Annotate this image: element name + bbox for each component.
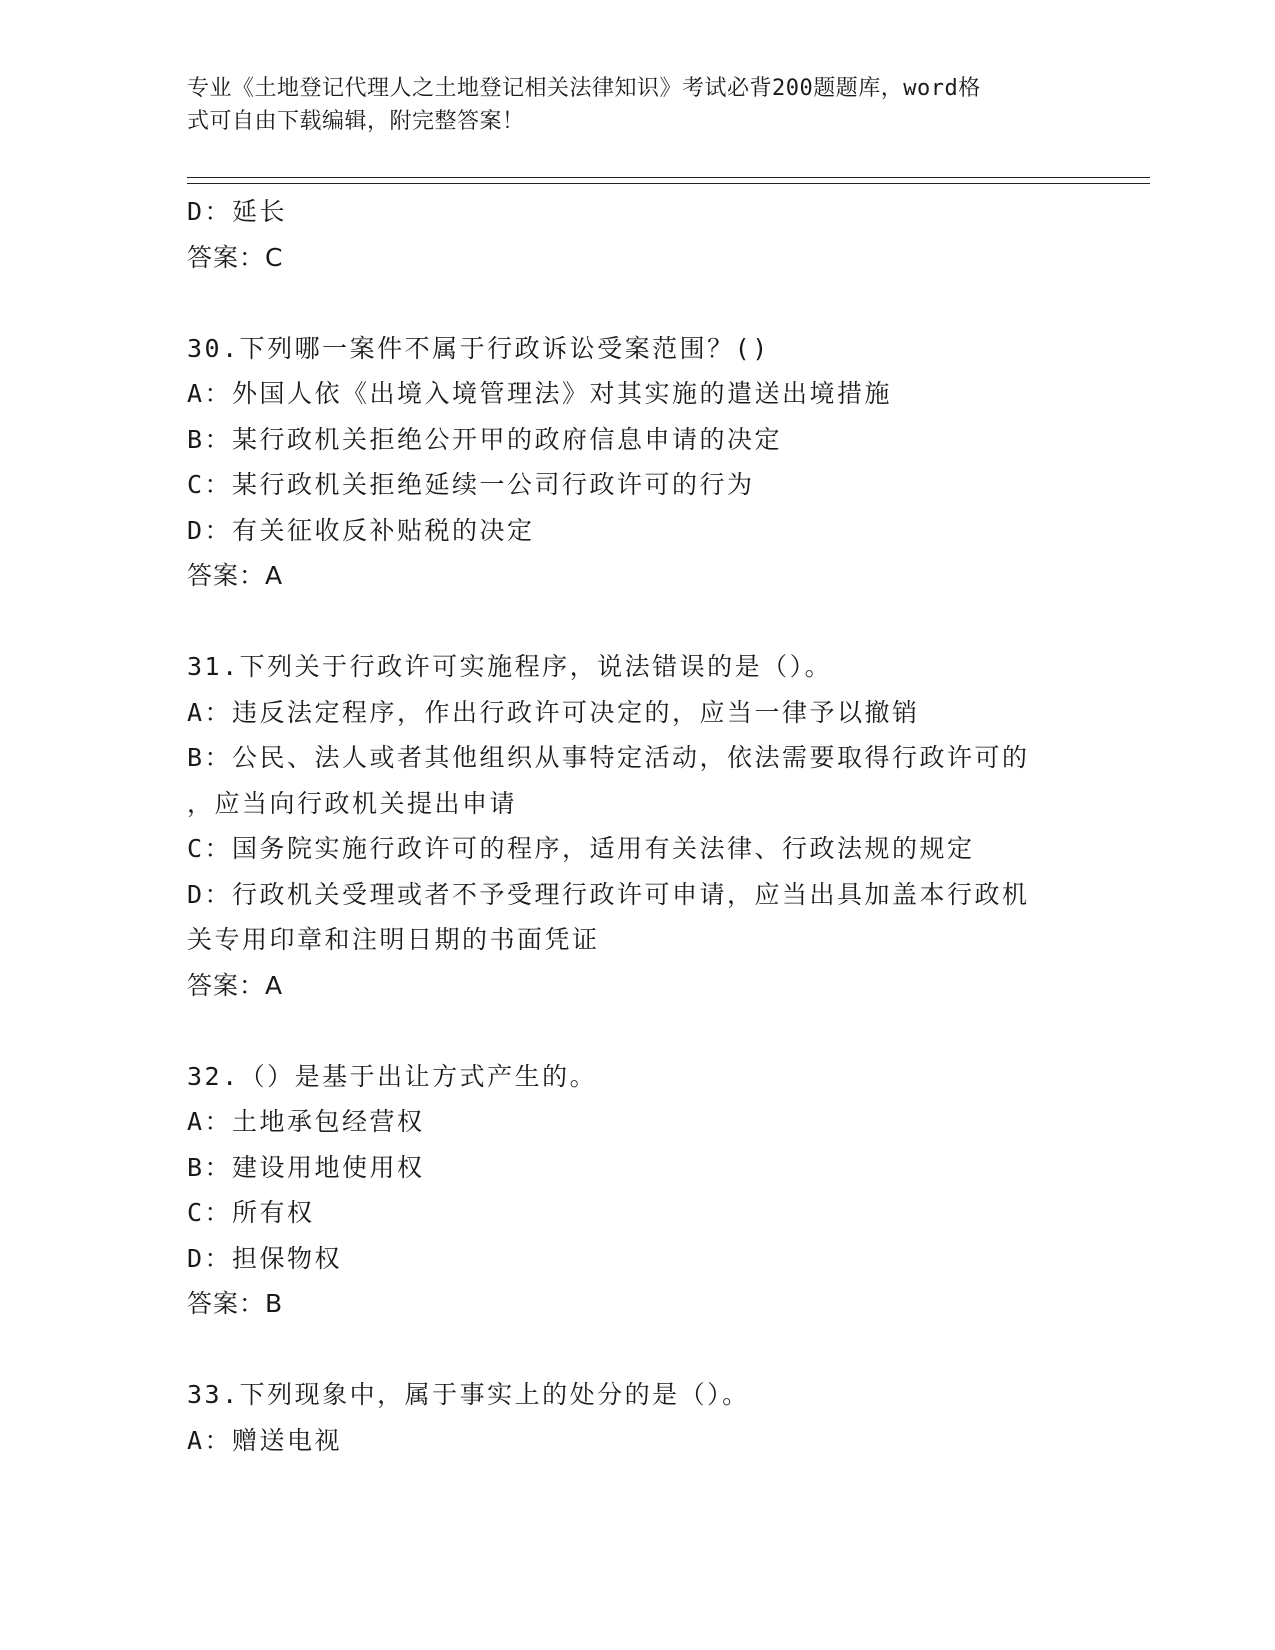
option-d: D：有关征收反补贴税的决定 xyxy=(187,515,535,545)
question-stem: 33.下列现象中，属于事实上的处分的是（）。 xyxy=(187,1380,750,1409)
header-divider-bottom xyxy=(187,183,1150,184)
question-block-32 xyxy=(187,1054,1087,1327)
option-b-line-1: B：公民、法人或者其他组织从事特定活动，依法需要取得行政许可的 xyxy=(187,743,1030,772)
header-line-2: 式可自由下载编辑，附完整答案！ xyxy=(187,109,525,134)
answer: 答案：B xyxy=(187,1289,284,1318)
option-b: B：建设用地使用权 xyxy=(187,1152,425,1182)
option-a: A：赠送电视 xyxy=(187,1425,343,1455)
option-b: B：某行政机关拒绝公开甲的政府信息申请的决定 xyxy=(187,424,783,454)
option-c: C：国务院实施行政许可的程序，适用有关法律、行政法规的规定 xyxy=(187,834,975,863)
answer: 答案：A xyxy=(187,561,284,590)
option-a: A：外国人依《出境入境管理法》对其实施的遣送出境措施 xyxy=(187,379,893,408)
option-b-line-2: ，应当向行政机关提出申请 xyxy=(187,788,518,818)
answer: 答案：A xyxy=(187,970,284,1000)
document-header xyxy=(187,72,1067,138)
option-c: C：所有权 xyxy=(187,1198,315,1227)
document-body xyxy=(187,189,1087,1463)
question-block-33 xyxy=(187,1372,1087,1463)
option-a: A：土地承包经营权 xyxy=(187,1107,425,1136)
question-block-31 xyxy=(187,644,1087,1008)
header-line-1: 专业《土地登记代理人之土地登记相关法律知识》考试必背200题题库，word格 xyxy=(187,76,981,101)
option-a: A：违反法定程序，作出行政许可决定的，应当一律予以撤销 xyxy=(187,697,920,727)
header-divider-top xyxy=(187,177,1150,178)
option-d-line-1: D：行政机关受理或者不予受理行政许可申请，应当出具加盖本行政机 xyxy=(187,879,1030,909)
option-c: C：某行政机关拒绝延续一公司行政许可的行为 xyxy=(187,470,755,499)
question-stem: 32.（）是基于出让方式产生的。 xyxy=(187,1061,598,1091)
option-d: D：延长 xyxy=(187,197,288,226)
question-stem: 30.下列哪一案件不属于行政诉讼受案范围？() xyxy=(187,333,770,363)
question-block-30 xyxy=(187,326,1087,599)
answer: 答案：C xyxy=(187,242,284,272)
question-block-prev xyxy=(187,189,1087,280)
option-d: D：担保物权 xyxy=(187,1243,343,1273)
question-stem: 31.下列关于行政许可实施程序，说法错误的是（）。 xyxy=(187,652,833,681)
option-d-line-2: 关专用印章和注明日期的书面凭证 xyxy=(187,925,600,954)
